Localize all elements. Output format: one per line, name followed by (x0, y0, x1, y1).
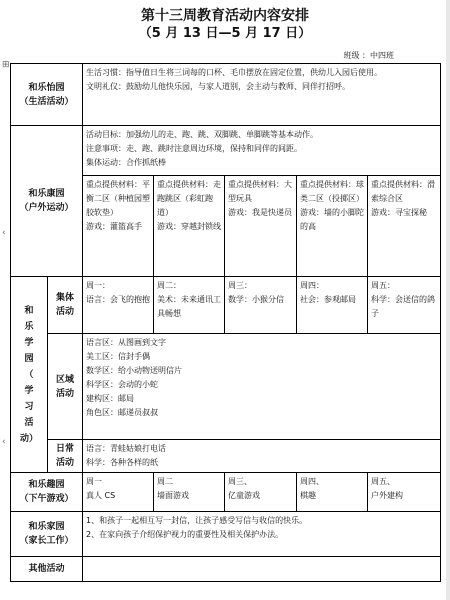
outdoor-line-2: 注意事项：走、跑、跳时注意周边环境，保持和同伴的间距。 (86, 144, 302, 153)
document-title: 第十三周教育活动内容安排 (141, 8, 309, 24)
outdoor-goals (82, 125, 441, 176)
area-activity-content (82, 333, 441, 440)
games-day-2: 周二 墙面游戏 (153, 472, 225, 512)
family-content (82, 511, 441, 557)
other-label: 其他活动 (10, 556, 83, 582)
life-label: 和乐怡园 （生活活动） (10, 63, 83, 126)
group-day-1: 周一： 语言：会飞的抱抱 (82, 276, 154, 334)
outdoor-line-3: 集体运动：合作抓纸棒 (86, 158, 166, 167)
games-day-1: 周一 真人 CS (82, 472, 154, 512)
area-line-6: 角色区：邮递员叔叔 (86, 408, 158, 417)
collapse-chevron-icon[interactable]: ‹ (2, 228, 6, 238)
games-day-3: 周三、 亿童游戏 (224, 472, 297, 512)
outdoor-area-1: 重点提供材料：平衡二区（种植园塑胶软垫） 游戏：灌篮高手 (82, 175, 154, 277)
family-label: 和乐家园 （家长工作） (10, 511, 83, 557)
life-content (82, 63, 441, 126)
group-day-4: 周四： 社会：参观邮局 (296, 276, 368, 334)
group-activity-label: 集体 活动 (47, 276, 83, 334)
games-label: 和乐趣园 （下午游戏） (10, 472, 83, 512)
scrollbar[interactable] (446, 0, 450, 600)
area-line-1: 语言区：从图画到文字 (86, 338, 166, 347)
daily-activity-content (82, 439, 441, 473)
area-line-3: 数学区：给小动物送明信片 (86, 366, 182, 375)
daily-line-2: 科学：各种各样的纸 (86, 458, 158, 467)
class-label: 班级 ：中四班 (343, 51, 394, 60)
outdoor-area-3: 重点提供材料：大型玩具 游戏：我是快递员 (224, 175, 297, 277)
collapse-chevron-icon[interactable]: ‹ (2, 437, 6, 447)
life-line-2: 文明礼仪：鼓励幼儿他快乐园，与家人道别，会主动与教师、同伴打招呼。 (86, 82, 350, 91)
life-line-1: 生活习惯：指导值日生将三词每的口杯、毛巾摆放在固定位置，供幼儿入园后使用。 (86, 68, 382, 77)
area-line-5: 建构区：邮局 (86, 394, 134, 403)
other-content (82, 556, 441, 582)
games-day-5: 周五、 户外建构 (367, 472, 441, 512)
group-day-2: 周二： 美术：未来通讯工具畅想 (153, 276, 225, 334)
area-line-2: 美工区：信封手偶 (86, 352, 150, 361)
outdoor-label: 和乐康园 （户外运动） (10, 125, 83, 277)
group-day-3: 周三： 数学：小猴分信 (224, 276, 297, 334)
games-day-4: 周四、 棋趣 (296, 472, 368, 512)
table-move-handle-icon[interactable]: ⊞ (2, 60, 10, 70)
study-label: 和 乐 学 园 （ 学 习 活 动） (10, 276, 48, 473)
date-range: （5 月 13 日—5 月 17 日） (138, 26, 312, 41)
group-day-5: 周五： 科学：会送信的鸽子 (367, 276, 441, 334)
family-line-2: 2、在家向孩子介绍保护视力的重要性及相关保护办法。 (86, 530, 284, 539)
outdoor-line-1: 活动目标：加强幼儿的走、跑、跳、双脚跳、单脚跳等基本动作。 (86, 130, 318, 139)
area-activity-label: 区域 活动 (47, 333, 83, 440)
outdoor-area-2: 重点提供材料：走跑跳区（彩虹跑道） 游戏：穿越封锁线 (153, 175, 225, 277)
area-line-4: 科学区：会动的小蛇 (86, 380, 158, 389)
daily-line-1: 语言：青蛙姑娘打电话 (86, 444, 166, 453)
family-line-1: 1、和孩子一起相互写一封信，让孩子感受写信与收信的快乐。 (86, 516, 308, 525)
outdoor-area-4: 重点提供材料：球类二区（投掷区） 游戏：墙的小脚陀的高 (296, 175, 368, 277)
outdoor-area-5: 重点提供材料：滑索综合区 游戏：寻宝探秘 (367, 175, 441, 277)
daily-activity-label: 日常 活动 (47, 439, 83, 473)
